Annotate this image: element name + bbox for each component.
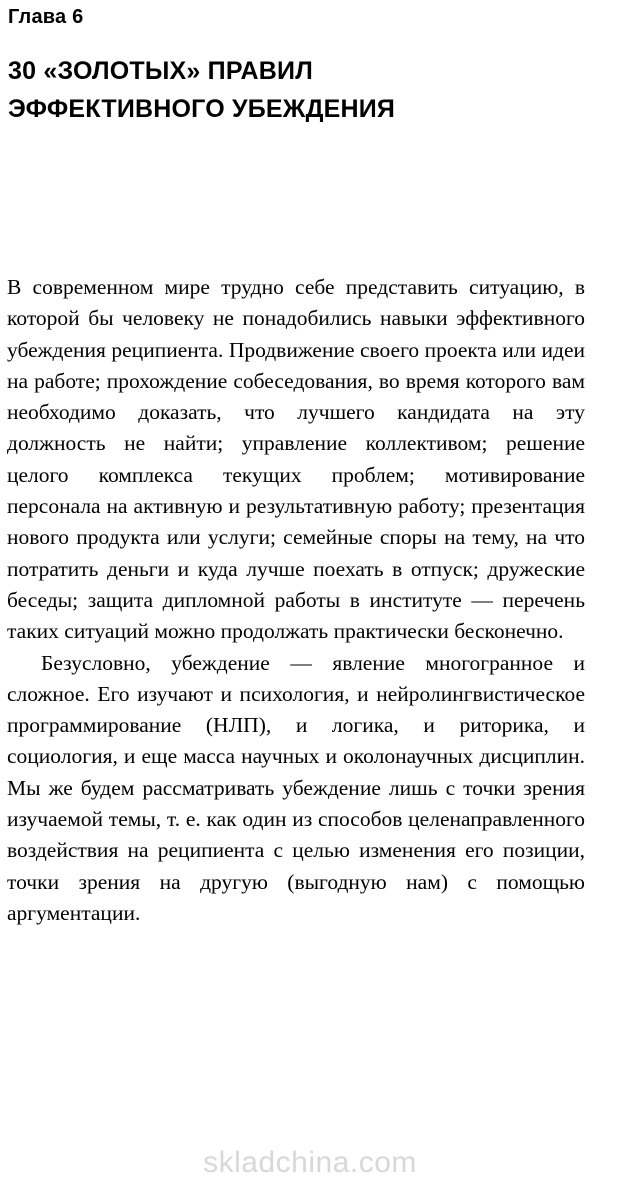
page-title <box>8 52 608 128</box>
chapter-label: Глава 6 <box>8 6 84 28</box>
paragraph-1: В современном мире трудно себе представить ситуацию, в которой бы человеку не понадобились навыки эффективного убеждения реципиента. Продвижение своего проекта или идеи на работе; прохождение собеседования, во время которого вам необходимо доказать, что лучшего кандидата на эту должность не найти; управление коллективом; решение целого комплекса текущих проблем; мотивирование персонала на активную и результативную работу; презентация нового продукта или услуги; семейные споры на тему, на что потратить деньги и куда лучше поехать в отпуск; дружеские беседы; защита дипломной работы в институте — перечень таких ситуаций можно продолжать практически бесконечно. <box>7 275 585 644</box>
page-title-line-1: 30 «ЗОЛОТЫХ» ПРАВИЛ <box>8 57 313 85</box>
body-text <box>7 272 585 929</box>
page-title-line-2: ЭФФЕКТИВНОГО УБЕЖДЕНИЯ <box>8 95 396 123</box>
watermark: skladchina.com <box>203 1146 417 1179</box>
paragraph-2: Безусловно, убеждение — явление многогранное и сложное. Его изучают и психология, и нейролингвистическое программирование (НЛП), и логика, и риторика, и социология, и еще масса научных и околонаучных дисциплин. Мы же будем рассматривать убеждение лишь с точки зрения изучаемой темы, т. е. как один из способов целенаправленного воздействия на реципиента с целью изменения его позиции, точки зрения на другую (выгодную нам) с помощью аргументации. <box>7 650 585 925</box>
